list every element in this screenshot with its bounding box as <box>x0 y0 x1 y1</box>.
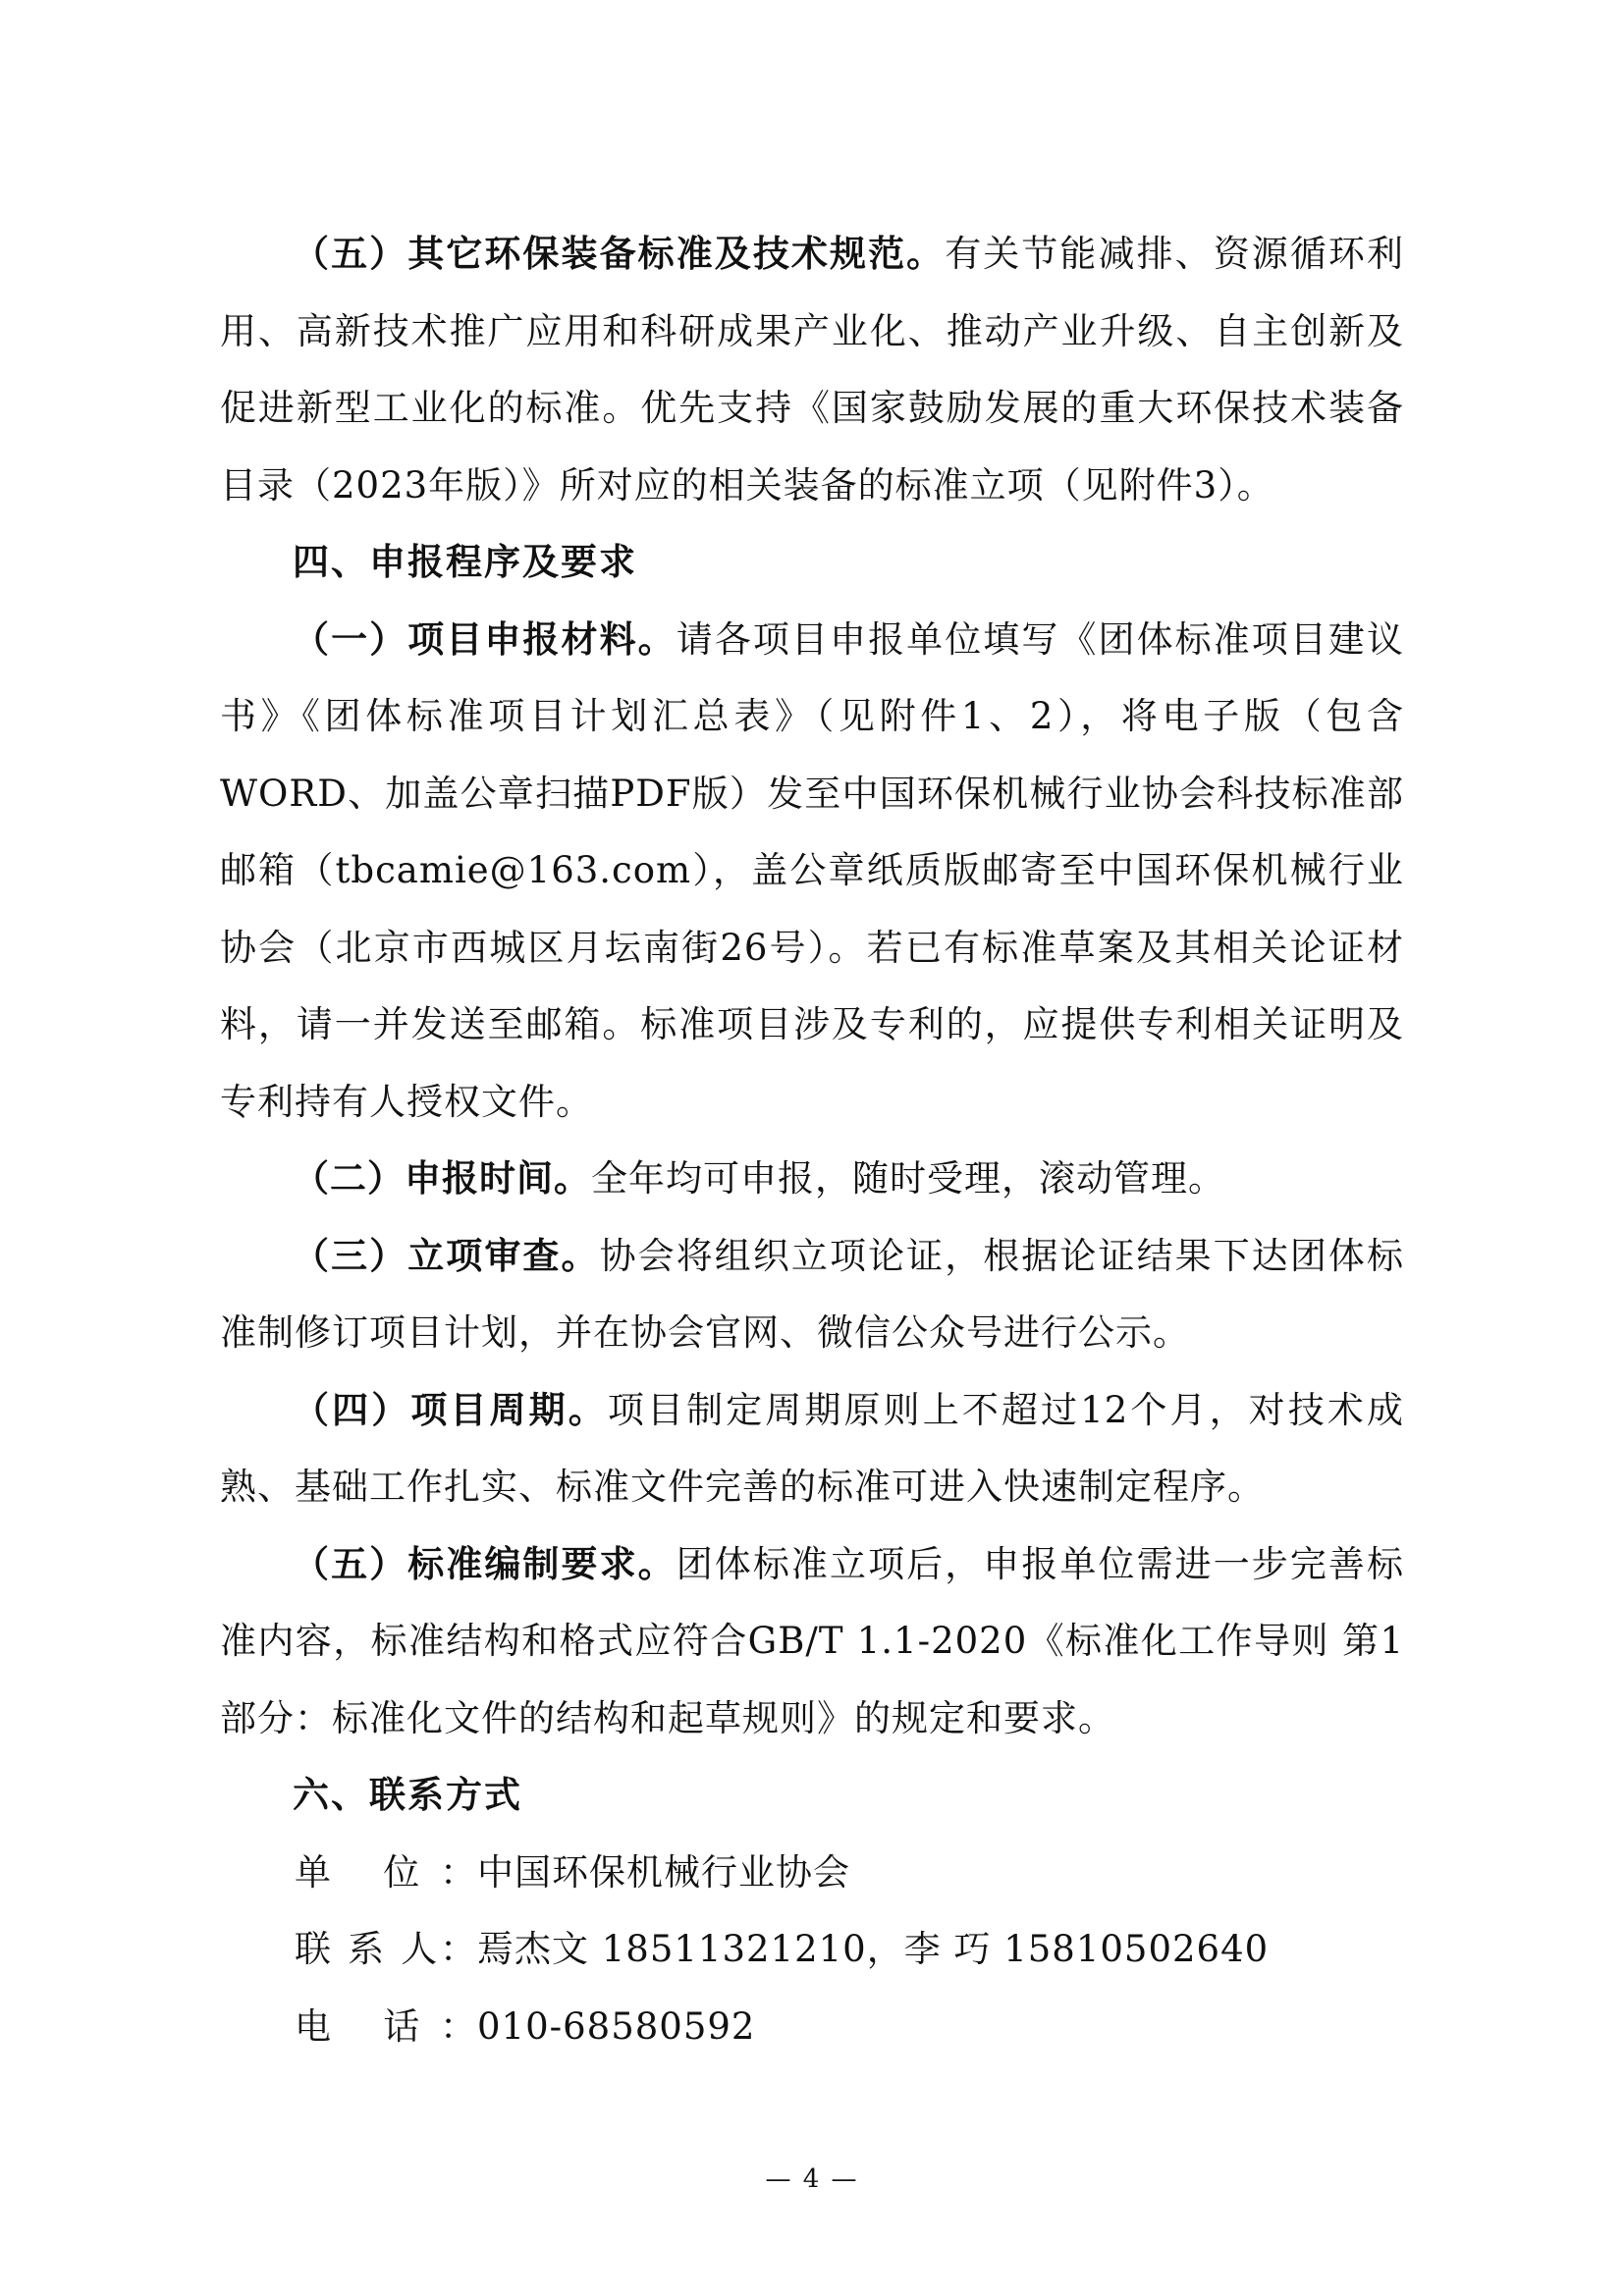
contact-phone <box>220 1989 1404 2066</box>
paragraph-body: 协会将组织立项论证，根据论证结果下达团体标准制修订项目计划，并在协会官网、微信公众号进行公示。 <box>220 1234 1405 1354</box>
paragraph-review <box>220 1218 1404 1372</box>
paragraph-materials <box>220 602 1404 1142</box>
section-heading-application: 四、申报程序及要求 <box>293 541 637 583</box>
paragraph-lead: （三）立项审查。 <box>293 1234 600 1277</box>
paragraph-body: 项目制定周期原则上不超过12个月，对技术成熟、基础工作扎实、标准文件完善的标准可进入快速制定程序。 <box>220 1388 1405 1508</box>
paragraph-other-standards <box>220 216 1404 524</box>
section-heading-contact: 六、联系方式 <box>293 1774 522 1816</box>
paragraph-lead: （二）申报时间。 <box>293 1157 591 1200</box>
contact-person-value: 焉杰文 18511321210，李 巧 15810502640 <box>477 1928 1270 1970</box>
contact-unit-label: 单 位： <box>295 1850 477 1894</box>
contact-phone-label: 电 话： <box>295 2004 477 2048</box>
paragraph-lead: （一）项目申报材料。 <box>293 617 677 661</box>
document-body <box>220 216 1404 2065</box>
contact-unit-value: 中国环保机械行业协会 <box>477 1850 850 1894</box>
paragraph-lead: （五）其它环保装备标准及技术规范。 <box>293 233 946 275</box>
paragraph-lead: （五）标准编制要求。 <box>293 1542 677 1585</box>
page-number: — 4 — <box>765 2164 859 2194</box>
paragraph-time <box>220 1141 1404 1218</box>
contact-phone-value: 010-68580592 <box>477 2004 756 2048</box>
paragraph-body: 请各项目申报单位填写《团体标准项目建议书》《团体标准项目计划汇总表》（见附件1、2），将电子版（包含WORD、加盖公章扫描PDF版）发至中国环保机械行业协会科技标准部邮箱（tbcamie@163.com），盖公章纸质版邮寄至中国环保机械行业协会（北京市西城区月坛南街26号）。若已有标准草案及其相关论证材料，请一并发送至邮箱。标准项目涉及专利的，应提供专利相关证明及专利持有人授权文件。 <box>220 617 1405 1123</box>
paragraph-requirements <box>220 1526 1404 1758</box>
paragraph-body: 团体标准立项后，申报单位需进一步完善标准内容，标准结构和格式应符合GB/T 1.1-2020《标准化工作导则 第1部分：标准化文件的结构和起草规则》的规定和要求。 <box>220 1542 1405 1739</box>
paragraph-body: 全年均可申报，随时受理，滚动管理。 <box>591 1157 1225 1200</box>
contact-person-label: 联 系 人： <box>295 1928 477 1970</box>
contact-person <box>220 1911 1404 1989</box>
paragraph-body: 有关节能减排、资源循环利用、高新技术推广应用和科研成果产业化、推动产业升级、自主创新及促进新型工业化的标准。优先支持《国家鼓励发展的重大环保技术装备目录（2023年版）》所对应的相关装备的标准立项（见附件3）。 <box>220 233 1405 507</box>
contact-unit <box>220 1835 1404 1912</box>
paragraph-lead: （四）项目周期。 <box>293 1388 608 1431</box>
paragraph-period <box>220 1372 1404 1526</box>
